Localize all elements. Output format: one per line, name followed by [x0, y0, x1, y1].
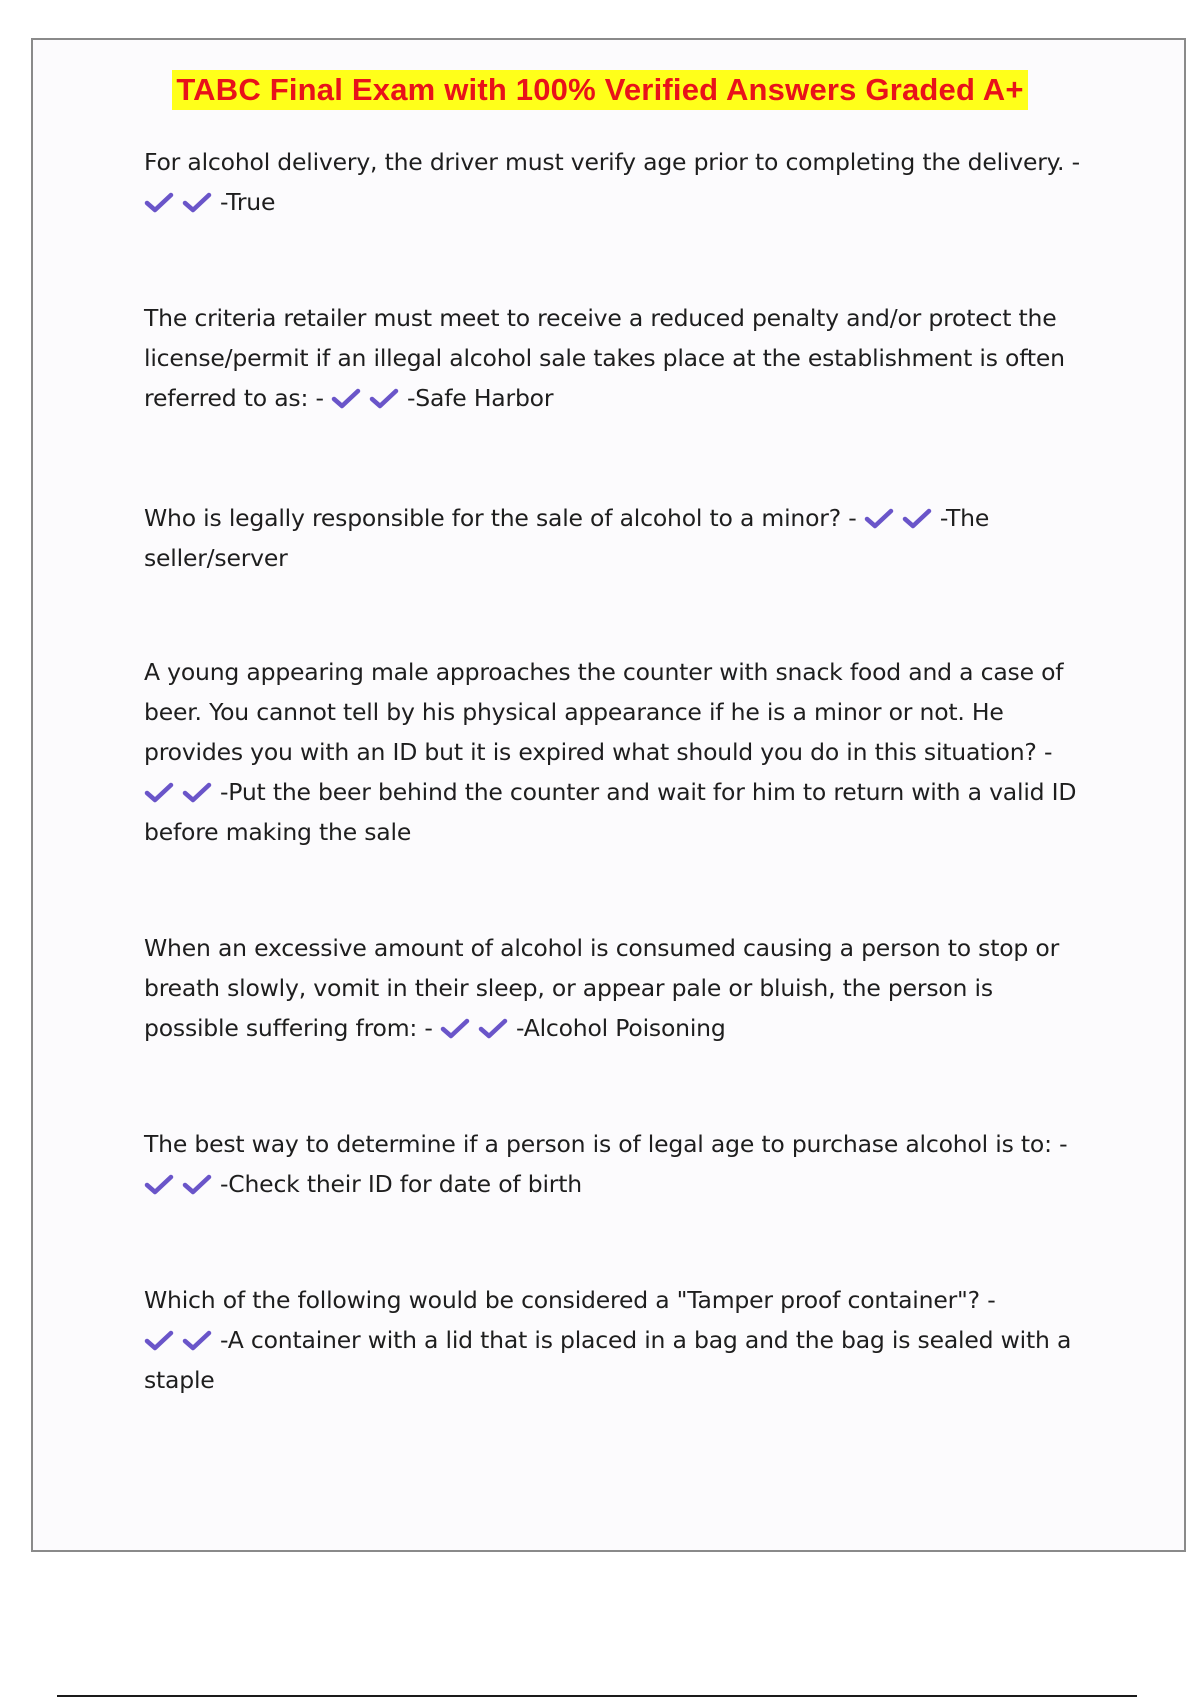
qa-item [144, 1124, 1084, 1204]
checkmark-icon [144, 191, 174, 213]
question-text: The criteria retailer must meet to receive a reduced penalty and/or protect the license/permit if an illegal alcohol sale takes place at the establishment is often referred to as: - [144, 304, 1065, 412]
answer-text: -Check their ID for date of birth [220, 1170, 582, 1198]
checkmark-icon [331, 387, 361, 409]
answer-text: -Alcohol Poisoning [515, 1014, 726, 1042]
answer-text: -Safe Harbor [407, 384, 554, 412]
qa-item [144, 652, 1084, 852]
qa-item [144, 142, 1084, 222]
question-text: For alcohol delivery, the driver must verify age prior to completing the delivery. - [144, 148, 1080, 176]
checkmark-icon [864, 507, 894, 529]
answer-text: -A container with a lid that is placed in a bag and the bag is sealed with a staple [144, 1326, 1072, 1394]
checkmark-icon [144, 1329, 174, 1351]
checkmark-icon [902, 507, 932, 529]
qa-item [144, 1280, 1084, 1400]
checkmark-icon [182, 1329, 212, 1351]
answer-text: -True [220, 188, 276, 216]
title-container [0, 70, 1200, 110]
question-text: When an excessive amount of alcohol is consumed causing a person to stop or breath slowly, vomit in their sleep, or appear pale or bluish, the person is possible suffering from: - [144, 934, 1060, 1042]
answer-text: -Put the beer behind the counter and wait for him to return with a valid ID before making the sale [144, 778, 1077, 846]
checkmark-icon [369, 387, 399, 409]
checkmark-icon [182, 191, 212, 213]
bottom-divider [57, 1695, 1137, 1697]
checkmark-icon [440, 1017, 470, 1039]
question-text: Who is legally responsible for the sale of alcohol to a minor? - [144, 504, 857, 532]
checkmark-icon [182, 781, 212, 803]
question-text: Which of the following would be considered a "Tamper proof container"? - [144, 1286, 996, 1314]
qa-item [144, 928, 1084, 1048]
qa-item [144, 498, 1084, 578]
checkmark-icon [144, 781, 174, 803]
checkmark-icon [144, 1173, 174, 1195]
question-text: The best way to determine if a person is of legal age to purchase alcohol is to: - [144, 1130, 1068, 1158]
checkmark-icon [478, 1017, 508, 1039]
checkmark-icon [182, 1173, 212, 1195]
qa-item [144, 298, 1084, 418]
document-title: TABC Final Exam with 100% Verified Answers Graded A+ [172, 70, 1027, 110]
question-text: A young appearing male approaches the counter with snack food and a case of beer. You cannot tell by his physical appearance if he is a minor or not. He provides you with an ID but it is expired what should you do in this situation? - [144, 658, 1064, 766]
answer-text: -The seller/server [144, 504, 990, 572]
